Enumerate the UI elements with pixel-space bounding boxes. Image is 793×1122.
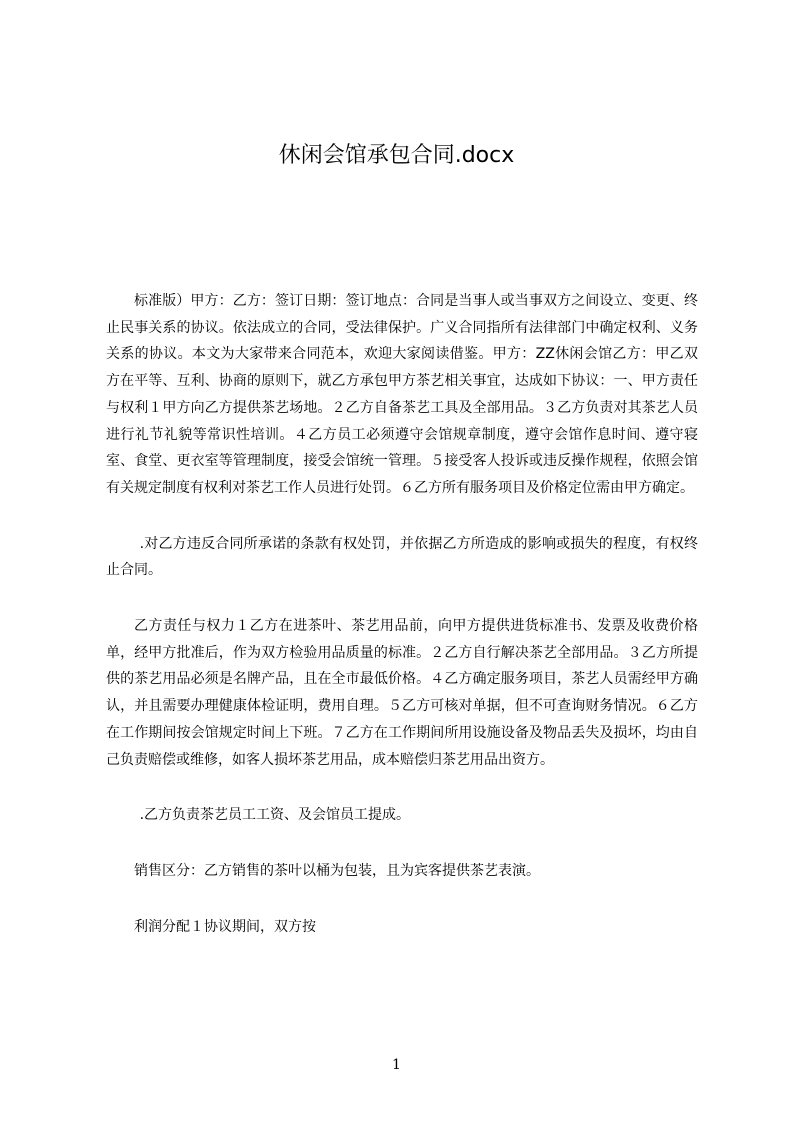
document-title: 休闲会馆承包合同.docx — [278, 143, 515, 168]
paragraph-party-b-duties: 乙方责任与权力１乙方在进茶叶、茶艺用品前，向甲方提供进货标准书、发票及收费价格单，经甲方批准后，作为双方检验用品质量的标准。２乙方自行解决茶艺全部用品。３乙方所提供的茶艺用品必须是名牌产品，且在全市最低价格。４乙方确定服务项目，茶艺人员需经甲方确认，并且需要办理健康体检证明，费用自理。５乙方可核对单据，但不可查询财务情况。６乙方在工作期间按会馆规定时间上下班。７乙方在工作期间所用设施设备及物品丢失及损坏，均由自己负责赔偿或维修，如客人损坏茶艺用品，成本赔偿归茶艺用品出资方。 — [106, 618, 698, 768]
paragraph-sales-distinction: 销售区分：乙方销售的茶叶以桶为包装，且为宾客提供茶艺表演。 — [134, 862, 540, 879]
paragraph-wages: .乙方负责茶艺员工工资、及会馆员工提成。 — [139, 807, 411, 824]
page-number: 1 — [392, 1057, 401, 1073]
paragraph-termination-right: .对乙方违反合同所承诺的条款有权处罚，并依据乙方所造成的影响或损失的程度，有权终止合同。 — [106, 535, 698, 579]
document-body — [106, 288, 698, 969]
paragraph-intro-and-party-a-duties: 标准版）甲方：乙方：签订日期：签订地点：合同是当事人或当事双方之间设立、变更、终止民事关系的协议。依法成立的合同，受法律保护。广义合同指所有法律部门中确定权利、义务关系的协议。本文为大家带来合同范本，欢迎大家阅读借鉴。甲方：ZZ休闲会馆乙方：甲乙双方在平等、互利、协商的原则下，就乙方承包甲方茶艺相关事宜，达成如下协议：一、甲方责任与权利１甲方向乙方提供茶艺场地。２乙方自备茶艺工具及全部用品。３乙方负责对其茶艺人员进行礼节礼貌等常识性培训。４乙方员工必须遵守会馆规章制度，遵守会馆作息时间、遵守寝室、食堂、更衣室等管理制度，接受会馆统一管理。５接受客人投诉或违反操作规程，依照会馆有关规定制度有权利对茶艺工作人员进行处罚。６乙方所有服务项目及价格定位需由甲方确定。 — [106, 293, 698, 496]
paragraph-profit-distribution: 利润分配１协议期间，双方按 — [134, 918, 316, 935]
